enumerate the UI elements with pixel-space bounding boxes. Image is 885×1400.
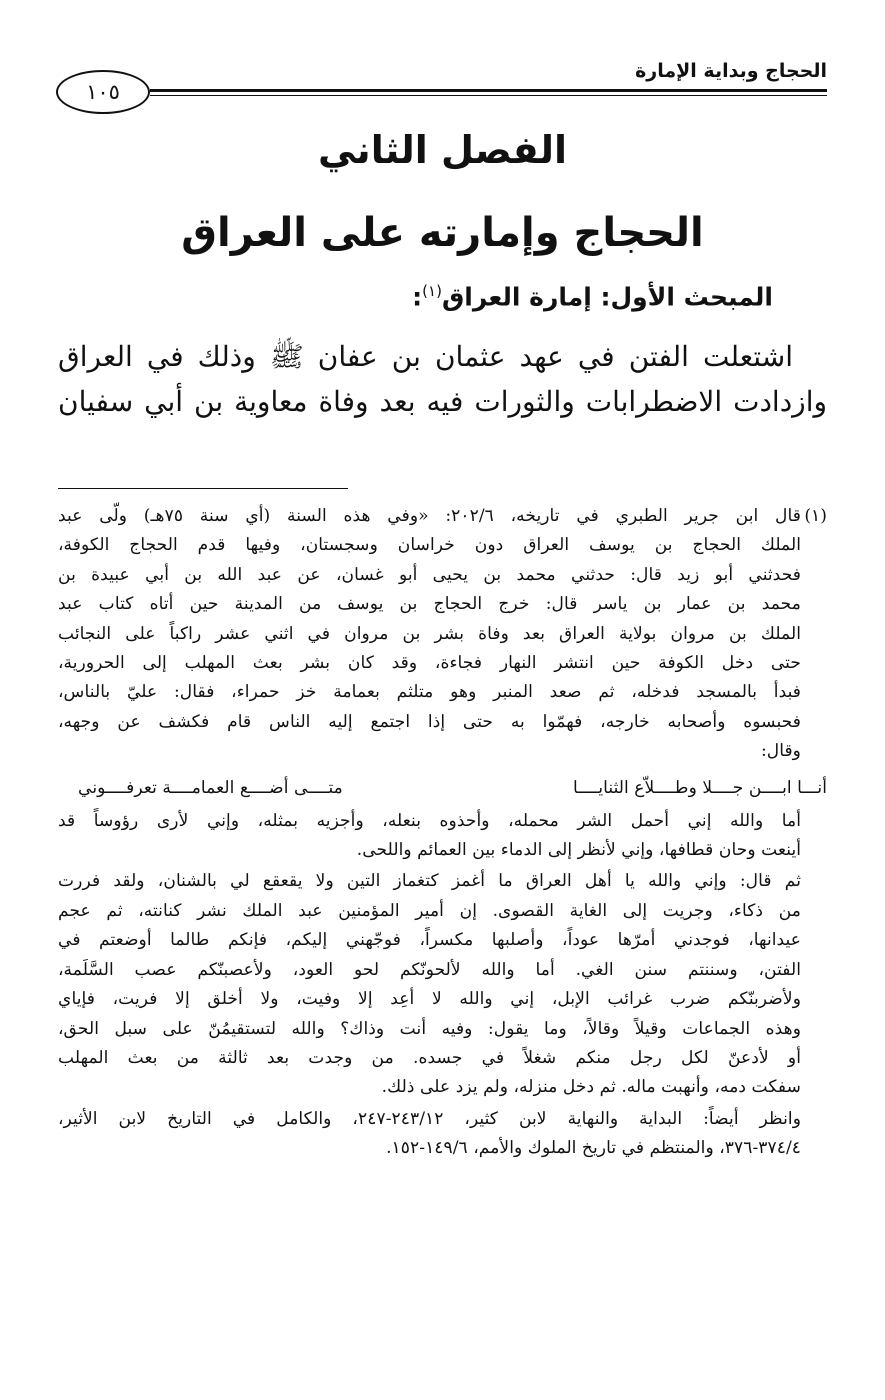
footnote-references xyxy=(58,1105,827,1164)
footnote-line: فحبسوه وأصحابه خارجه، فهمّوا به حتى إذا اجتمع إليه الناس قام فكشف عن وجهه، xyxy=(58,711,801,732)
footnote-line: ثم قال: وإني والله يا أهل العراق ما أغمز كتغماز التين ولا يقعقع لي بالشنان، ولقد فررت xyxy=(58,871,801,892)
header-rule-thin xyxy=(150,95,827,96)
footnote-line: أينعت وحان قطافها، وإني لأنظر إلى الدماء بين العمائم واللحى. xyxy=(356,840,801,861)
footnote-line: الملك الحجاج بن يوسف العراق دون خراسان وسجستان، وفيها قدم الحجاج الكوفة، xyxy=(58,535,801,556)
footnote-line: ٣٧٤/٤-٣٧٦، والمنتظم في تاريخ الملوك والأمم، ١٤٩/٦-١٥٢. xyxy=(386,1138,801,1159)
footnote-line: فبدأ بالمسجد فدخله، ثم صعد المنبر وهو متلثم بعمامة خز حمراء، فقال: عليّ بالناس، xyxy=(58,682,801,703)
footnote-line: وقال: xyxy=(760,741,801,762)
footnote-line: وانظر أيضاً: البداية والنهاية لابن كثير، ٢٤٣/١٢-٢٤٧، والكامل في التاريخ لابن الأثير، xyxy=(58,1108,802,1129)
footnote-line: الفتن، وسننتم سنن الغي. أما والله لألحونّكم لحو العود، ولأعصبنّكم عصب السَّلَمة، xyxy=(58,959,801,980)
running-header-title: الحجاج وبداية الإمارة xyxy=(635,60,827,82)
section-heading-text: المبحث الأول: إمارة العراق xyxy=(441,282,773,312)
footnote-paragraph xyxy=(58,807,827,866)
poetry-verse xyxy=(58,773,827,803)
footnote-line: (١)قال ابن جرير الطبري في تاريخه، ٢٠٢/٦: «وفي هذه السنة (أي سنة ٧٥هـ) ولّى عبد xyxy=(58,502,827,531)
footnote-line: عيدانها، فوجدني أمرّها عوداً، وأصلبها مكسراً، فوجّهني إليكم، فإنكم طالما أوضعتم في xyxy=(58,930,801,951)
footnote-separator xyxy=(58,488,348,489)
chapter-title: الحجاج وإمارته على العراق xyxy=(181,210,704,256)
footnote-line: حتى دخل الكوفة حين انتشر النهار فجاءة، وقد كان بشر بعث المهلب إلى الحرورية، xyxy=(58,653,801,674)
body-paragraph xyxy=(58,334,827,424)
footnote-line: وهذه الجماعات وقيلاً وقالاً، وما يقول: وفيه أنت وذاك؟ والله لتستقيمُنّ على سبل الحق، xyxy=(58,1018,801,1039)
section-heading-colon: : xyxy=(412,282,423,312)
footnote-reference[interactable]: (١) xyxy=(422,282,442,300)
footnote-paragraph xyxy=(58,867,827,1102)
footnote-line: أو لأدعنّ لكل رجل منكم شغلاً في جسده. من وجدت بعد ثالثة من بعث المهلب xyxy=(58,1047,801,1068)
chapter-label: الفصل الثاني xyxy=(317,128,568,172)
footnote-line: ولأضربنّكم ضرب غرائب الإبل، إني والله لا أعِد إلا وفيت، ولا أخلق إلا فريت، فإياي xyxy=(58,989,801,1010)
section-heading xyxy=(412,282,773,311)
page-number xyxy=(56,70,150,114)
body-line: اشتعلت الفتن في عهد عثمان بن عفان ﷺ وذلك في العراق xyxy=(58,340,793,373)
footnote-number: (١) xyxy=(804,506,827,526)
footnotes xyxy=(58,502,827,1164)
verse-first-hemistich: أنـــا ابــــن جــــلا وطــــلاّع الثنايــــا xyxy=(573,777,827,798)
footnote-line: فحدثني أبو زيد قال: حدثني محمد بن يحيى أبو غسان، عن عبد الله بن أبي عبيدة بن xyxy=(58,564,801,585)
footnote-line: من ذكاء، وجريت إلى الغاية القصوى. إن أمير المؤمنين عبد الملك نشر كنانته، ثم عجم xyxy=(58,900,801,921)
footnote-line: سفكت دمه، وأنهبت ماله. ثم دخل منزله، ولم يزد على ذلك. xyxy=(381,1077,801,1098)
footnote-line: محمد بن عمار بن ياسر قال: خرج الحجاج بن يوسف من المدينة حين أتاه كتاب عبد xyxy=(58,594,801,615)
page-number-text: ١٠٥ xyxy=(86,80,120,104)
body-line: وازدادت الاضطرابات والثورات فيه بعد وفاة معاوية بن أبي سفيان xyxy=(58,385,827,418)
footnote-line: الملك بن مروان بولاية العراق بعد وفاة بشر بن مروان في اثني عشر راكباً على النجائب xyxy=(58,623,801,644)
verse-second-hemistich: متــــى أضــــع العمامــــة تعرفــــوني xyxy=(78,777,343,798)
footnote-line: أما والله إني أحمل الشر محمله، وأحذوه بنعله، وأجزيه بمثله، وإني لأرى رؤوساً قد xyxy=(58,810,801,831)
footnote-intro xyxy=(58,502,827,767)
header-rule-thick xyxy=(150,89,827,92)
